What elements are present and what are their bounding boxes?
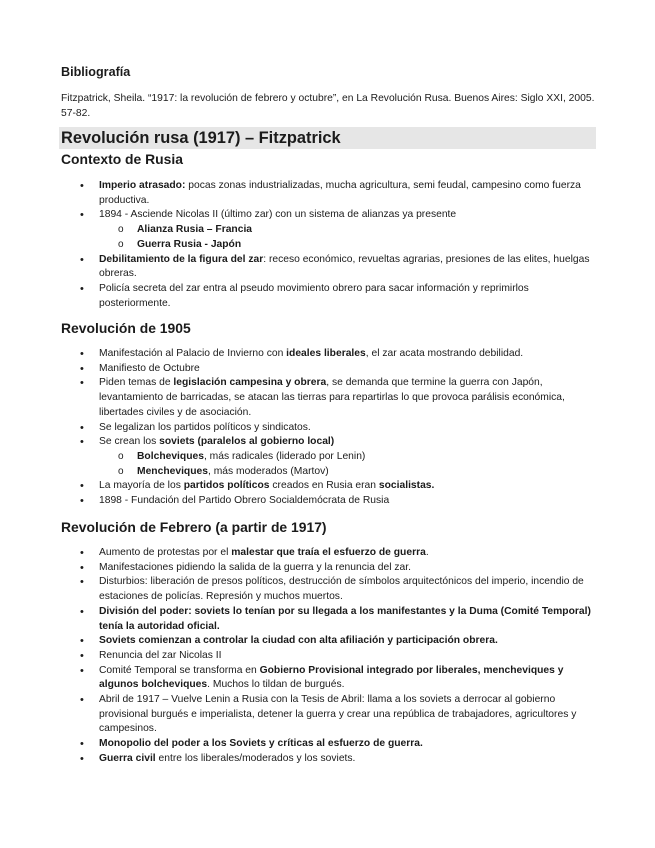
item-bold: Mencheviques <box>137 465 208 477</box>
item-text: entre los liberales/moderados y los soviets. <box>155 752 356 764</box>
section-heading-1905: Revolución de 1905 <box>61 320 191 336</box>
item-bold: Gobierno Provisional integrado por liberales, mencheviques y algunos bolcheviques <box>99 664 564 691</box>
item-text: Se legalizan los partidos políticos y sindicatos. <box>99 421 311 433</box>
item-text: . Muchos lo tildan de burgués. <box>207 679 345 691</box>
item-text: Se crean los <box>99 436 160 448</box>
list-item <box>61 664 597 693</box>
section-heading-febrero: Revolución de Febrero (a partir de 1917) <box>61 519 327 535</box>
list-item <box>61 693 597 737</box>
item-text: 1898 - Fundación del Partido Obrero Socialdemócrata de Rusia <box>99 495 390 507</box>
item-text: Piden temas de <box>99 377 174 389</box>
item-text: Disturbios: liberación de presos políticos, destrucción de símbolos arquitectónicos del imperio, incendio de estaciones de policías. Represión y muchos muertos. <box>99 576 584 603</box>
item-bold: legislación campesina y obrera <box>173 377 327 389</box>
item-bold: Alianza Rusia – Francia <box>137 224 253 236</box>
item-text: 1894 - Asciende Nicolas II (último zar) con un sistema de alianzas ya presente <box>99 209 457 221</box>
list-item <box>61 752 597 767</box>
item-bold: malestar que traía el esfuerzo de guerra <box>231 547 426 558</box>
item-bold: Imperio atrasado: <box>99 180 186 191</box>
item-text: creados en Rusia eran <box>269 480 379 492</box>
item-bold: Guerra civil <box>99 752 156 764</box>
sub-list-item <box>99 450 597 465</box>
list-item <box>61 737 597 752</box>
item-text: Manifestación al Palacio de Invierno con <box>99 348 287 359</box>
item-text: Manifestaciones pidiendo la salida de la guerra y la renuncia del zar. <box>99 561 411 573</box>
list-item <box>61 561 597 576</box>
item-bold: Monopolio del poder a los Soviets y críticas al esfuerzo de guerra. <box>99 738 423 750</box>
list-item <box>61 649 597 664</box>
section-heading-contexto: Contexto de Rusia <box>61 151 183 167</box>
item-bold: soviets (paralelos al gobierno local) <box>159 436 335 448</box>
item-text: Renuncia del zar Nicolas II <box>99 649 222 661</box>
list-item <box>61 208 597 252</box>
item-bold: partidos políticos <box>183 480 270 492</box>
list-item <box>61 605 597 634</box>
item-text: , se demanda que termine la guerra con Japón, levantamiento de barricadas, se atacan las tierras para repartirlas lo que provoca parálisis económica, libertades civiles y de asociación. <box>99 377 565 418</box>
sub-list-item <box>99 465 597 480</box>
item-bold: División del poder: soviets lo tenían por su llegada a los manifestantes y la Duma (Comité Temporal) tenía la autoridad oficial. <box>99 605 591 632</box>
item-text: , más radicales (liderado por Lenin) <box>203 450 366 462</box>
item-text: , el zar acata mostrando debilidad. <box>365 348 524 359</box>
item-text: Abril de 1917 – Vuelve Lenin a Rusia con la Tesis de Abril: llama a los soviets a derrocar al gobierno provisional burgués e imperialista, detener la guerra y crear una república de trabajadores, agricultores y campesinos. <box>99 694 577 735</box>
item-text: Policía secreta del zar entra al pseudo movimiento obrero para sacar información y reprimirlos posteriormente. <box>99 282 529 309</box>
item-bold: Guerra Rusia - Japón <box>137 238 242 250</box>
list-item <box>61 362 597 377</box>
list-item <box>61 435 597 479</box>
list-item <box>61 494 597 509</box>
bullet-list-1905 <box>61 347 597 509</box>
item-text: Manifiesto de Octubre <box>99 362 200 374</box>
title-bar <box>59 127 596 149</box>
item-bold: Bolcheviques <box>137 450 204 462</box>
list-item <box>61 634 597 649</box>
item-bold: socialistas. <box>378 480 435 492</box>
list-item <box>61 179 597 208</box>
list-item <box>61 575 597 604</box>
list-item <box>61 376 597 420</box>
list-item <box>61 347 597 362</box>
bibliography-reference: Fitzpatrick, Sheila. “1917: la revolución de febrero y octubre”, en La Revolución Rusa. Buenos Aires: Siglo XXI, 2005. 57-82. <box>61 93 595 119</box>
item-bold: Soviets comienzan a controlar la ciudad con alta afiliación y participación obrera. <box>99 635 498 647</box>
item-bold: Debilitamiento de la figura del zar <box>99 253 264 265</box>
list-item <box>61 546 597 561</box>
sub-list-item <box>99 223 597 238</box>
item-text: . <box>425 547 429 558</box>
item-text: Comité Temporal se transforma en <box>99 664 260 676</box>
list-item <box>61 282 597 311</box>
item-text: pocas zonas industrializadas, mucha agricultura, semi feudal, campesino como fuerza productiva. <box>99 180 581 206</box>
sub-list <box>99 223 597 252</box>
bullet-list-contexto <box>61 179 597 311</box>
item-text: , más moderados (Martov) <box>207 465 329 477</box>
bullet-list-febrero <box>61 546 597 767</box>
sub-list <box>99 450 597 479</box>
bibliography-heading: Bibliografía <box>61 65 131 79</box>
item-text: : receso económico, revueltas agrarias, presiones de las elites, huelgas obreras. <box>99 253 590 280</box>
list-item <box>61 421 597 436</box>
item-text: La mayoría de los <box>99 480 184 492</box>
list-item <box>61 253 597 282</box>
item-bold: ideales liberales <box>286 348 366 359</box>
item-text: Aumento de protestas por el <box>99 547 232 558</box>
document-title: Revolución rusa (1917) – Fitzpatrick <box>61 129 341 147</box>
list-item <box>61 479 597 494</box>
sub-list-item <box>99 238 597 253</box>
